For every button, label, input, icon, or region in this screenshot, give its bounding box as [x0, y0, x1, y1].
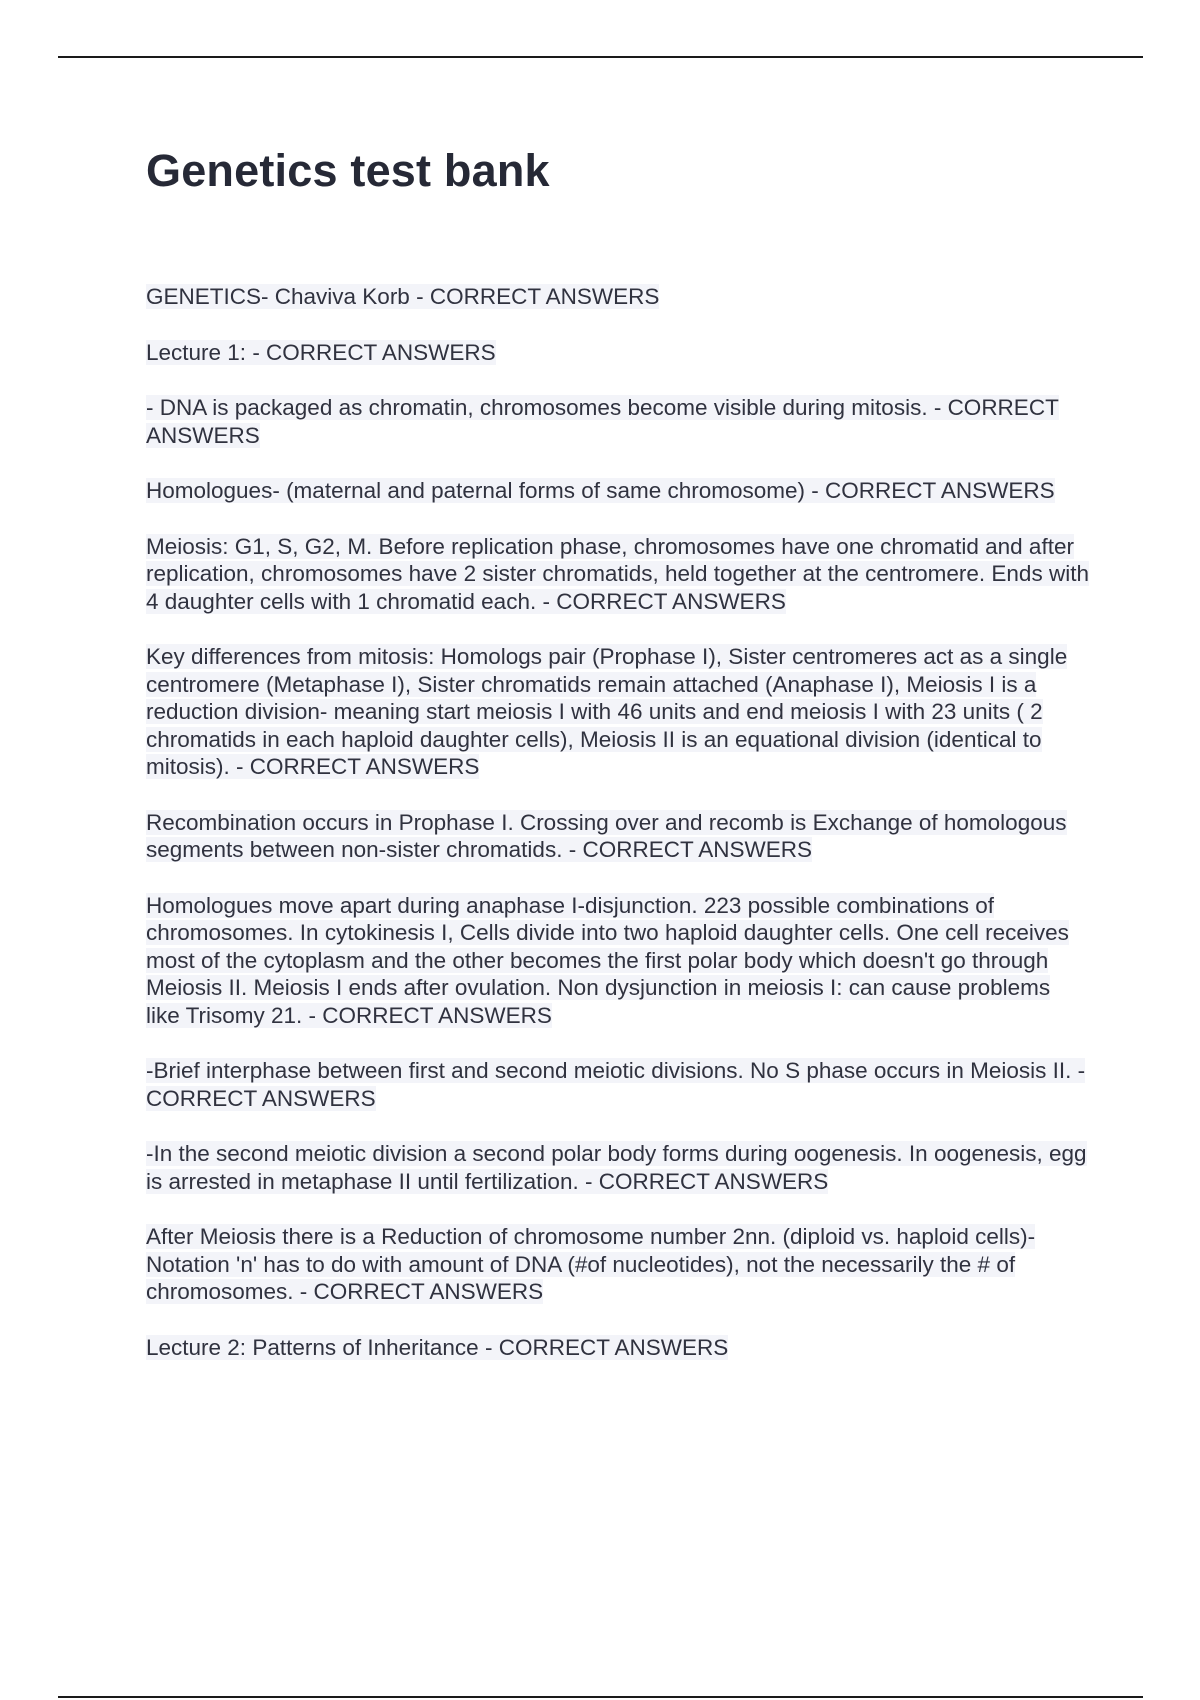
paragraph-key-differences	[146, 643, 1090, 781]
top-rule	[58, 56, 1143, 58]
paragraph-text: -Brief interphase between first and second meiotic divisions. No S phase occurs in Meiosis II. - CORRECT ANSWERS	[146, 1058, 1086, 1111]
bottom-rule	[58, 1696, 1143, 1698]
document-body	[146, 283, 1090, 1389]
paragraph-text: -In the second meiotic division a second polar body forms during oogenesis. In oogenesis, egg is arrested in metaphase II until fertilization. - CORRECT ANSWERS	[146, 1141, 1087, 1194]
paragraph-anaphase-disjunction	[146, 892, 1090, 1030]
paragraph-text: GENETICS- Chaviva Korb - CORRECT ANSWERS	[146, 284, 660, 309]
paragraph-text: Lecture 2: Patterns of Inheritance - CORRECT ANSWERS	[146, 1334, 729, 1360]
paragraph-text: Homologues move apart during anaphase I-disjunction. 223 possible combinations of chromosomes. In cytokinesis I, Cells divide into two haploid daughter cells. One cell receives most of the cytoplasm and the other becomes the first polar body which doesn't go through Meiosis II. Meiosis I ends after ovulation. Non dysjunction in meiosis I: can cause problems like Trisomy 21. - CORRECT ANSWERS	[146, 892, 1069, 1028]
paragraph-lecture-2	[146, 1334, 1090, 1362]
paragraph-text: Recombination occurs in Prophase I. Crossing over and recomb is Exchange of homologous segments between non-sister chromatids. - CORRECT ANSWERS	[146, 809, 1067, 862]
paragraph-text: Meiosis: G1, S, G2, M. Before replication phase, chromosomes have one chromatid and after replication, chromosomes have 2 sister chromatids, held together at the centromere. Ends with 4 daughter cells with 1 chromatid each. - CORRECT ANSWERS	[146, 533, 1089, 614]
paragraph-reduction	[146, 1223, 1090, 1306]
paragraph-lecture-1	[146, 339, 1090, 367]
paragraph-text: Homologues- (maternal and paternal forms of same chromosome) - CORRECT ANSWERS	[146, 478, 1055, 503]
paragraph-text: Lecture 1: - CORRECT ANSWERS	[146, 339, 496, 365]
page-title: Genetics test bank	[146, 145, 550, 196]
paragraph-homologues	[146, 477, 1090, 505]
paragraph-course-header	[146, 283, 1090, 311]
paragraph-text: After Meiosis there is a Reduction of chromosome number 2nn. (diploid vs. haploid cells)- Notation 'n' has to do with amount of DNA (#of nucleotides), not the necessarily the # of chromosomes. - CORRECT ANSWERS	[146, 1224, 1036, 1304]
paragraph-text: Key differences from mitosis: Homologs pair (Prophase I), Sister centromeres act as a single centromere (Metaphase I), Sister chromatids remain attached (Anaphase I), Meiosis I is a reduction division- meaning start meiosis I with 46 units and end meiosis I with 23 units ( 2 chromatids in each haploid daughter cells), Meiosis II is an equational division (identical to mitosis). - CORRECT ANSWERS	[146, 644, 1068, 779]
paragraph-recombination	[146, 809, 1090, 864]
paragraph-interphase	[146, 1057, 1090, 1112]
paragraph-second-division	[146, 1140, 1090, 1195]
paragraph-dna-chromatin	[146, 394, 1090, 449]
paragraph-text: - DNA is packaged as chromatin, chromosomes become visible during mitosis. - CORRECT ANSWERS	[146, 395, 1059, 448]
paragraph-meiosis-phases	[146, 533, 1090, 616]
